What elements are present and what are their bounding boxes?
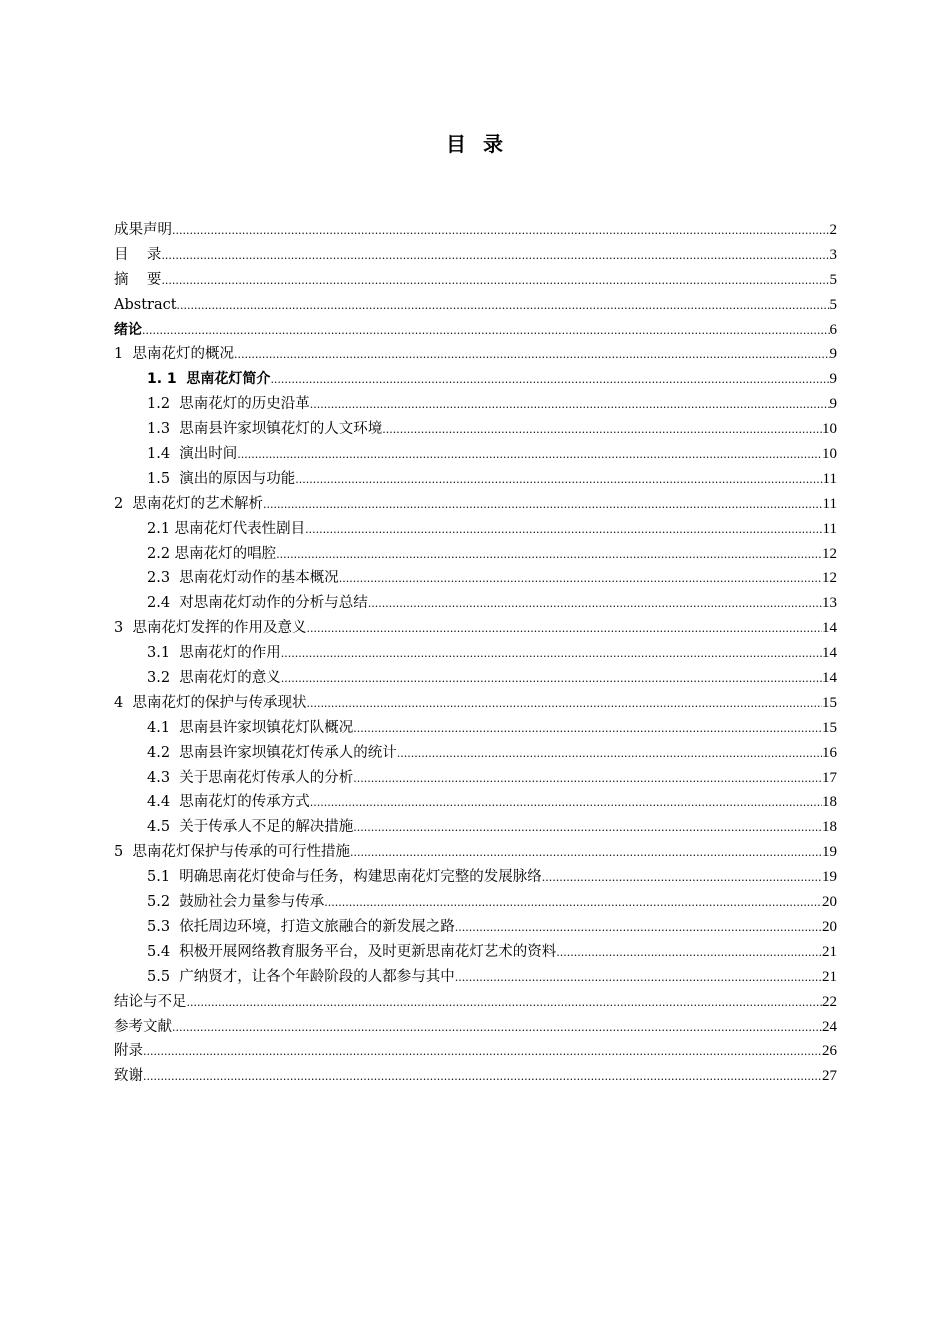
toc-entry-label: 1. 1 思南花灯简介 — [147, 371, 271, 388]
toc-entry-page-number: 9 — [829, 371, 837, 388]
toc-entry-page-number: 21 — [822, 968, 837, 985]
toc-entry[interactable] — [114, 293, 837, 318]
toc-entry[interactable] — [114, 965, 837, 990]
toc-entry-page-number: 16 — [822, 744, 837, 761]
toc-dot-leader — [397, 742, 822, 767]
toc-entry-page-number: 6 — [829, 321, 837, 338]
toc-entry-label: 5.4 积极开展网络教育服务平台，及时更新思南花灯艺术的资料 — [147, 943, 557, 960]
toc-dot-leader — [353, 717, 822, 742]
toc-entry-page-number: 14 — [822, 620, 837, 637]
toc-dot-leader — [234, 343, 830, 368]
toc-dot-leader — [161, 269, 829, 294]
toc-entry[interactable] — [114, 467, 837, 492]
toc-entry-label: 参考文献 — [114, 1018, 172, 1035]
toc-entry-page-number: 11 — [822, 520, 837, 537]
toc-entry-page-number: 12 — [822, 545, 837, 562]
toc-dot-leader — [281, 642, 822, 667]
toc-entry-label: 4 思南花灯的保护与传承现状 — [114, 694, 307, 711]
toc-entry[interactable] — [114, 641, 837, 666]
toc-entry[interactable] — [114, 243, 837, 268]
toc-entry-page-number: 10 — [822, 421, 837, 438]
toc-entry-label: 4.3 关于思南花灯传承人的分析 — [147, 769, 354, 786]
toc-entry-page-number: 19 — [822, 869, 837, 886]
toc-entry-label: 2.4 对思南花灯动作的分析与总结 — [147, 595, 368, 612]
toc-entry-page-number: 14 — [822, 670, 837, 687]
toc-dot-leader — [305, 518, 822, 543]
toc-entry-label: 目 录 — [114, 246, 162, 263]
toc-dot-leader — [161, 244, 829, 269]
toc-entry-page-number: 26 — [822, 1043, 837, 1060]
toc-entry-label: 4.4 思南花灯的传承方式 — [147, 794, 310, 811]
toc-dot-leader — [310, 393, 830, 418]
toc-entry-page-number: 3 — [829, 246, 837, 263]
toc-entry-label: 4.5 关于传承人不足的解决措施 — [147, 819, 354, 836]
toc-entry[interactable] — [114, 417, 837, 442]
toc-dot-leader — [556, 941, 822, 966]
toc-dot-leader — [263, 493, 823, 518]
toc-entry-label: 1.5 演出的原因与功能 — [147, 470, 296, 487]
toc-entry[interactable] — [114, 691, 837, 716]
toc-entry-page-number: 2 — [829, 222, 837, 238]
toc-entry[interactable] — [114, 616, 837, 641]
toc-entry-page-number: 18 — [822, 819, 837, 836]
toc-entry-label: 2.3 思南花灯动作的基本概况 — [147, 570, 339, 587]
toc-entry-label: 1 思南花灯的概况 — [114, 346, 234, 363]
toc-entry-label: 3.1 思南花灯的作用 — [147, 645, 281, 662]
toc-entry-page-number: 20 — [822, 918, 837, 935]
toc-entry[interactable] — [114, 865, 837, 890]
toc-entry-label: 摘 要 — [114, 271, 162, 288]
toc-entry-label: 结论与不足 — [114, 993, 187, 1010]
toc-entry-label: 1.4 演出时间 — [147, 446, 238, 463]
toc-entry[interactable] — [114, 492, 837, 517]
toc-entry-page-number: 15 — [822, 719, 837, 736]
toc-dot-leader — [353, 767, 822, 792]
toc-dot-leader — [310, 791, 822, 816]
toc-entry-label: 1.3 思南县许家坝镇花灯的人文环境 — [147, 421, 383, 438]
toc-entry-page-number: 27 — [822, 1068, 837, 1085]
toc-entry[interactable] — [114, 915, 837, 940]
toc-entry[interactable] — [114, 1015, 837, 1040]
page-title: 目 录 — [446, 132, 504, 156]
toc-entry[interactable] — [114, 517, 837, 542]
toc-entry-page-number: 14 — [822, 645, 837, 662]
toc-entry-page-number: 11 — [822, 495, 837, 512]
toc-entry-label: 致谢 — [114, 1068, 143, 1085]
toc-entry[interactable] — [114, 318, 837, 343]
toc-entry[interactable] — [114, 566, 837, 591]
toc-entry[interactable] — [114, 442, 837, 467]
toc-dot-leader — [306, 692, 822, 717]
toc-entry[interactable] — [114, 815, 837, 840]
toc-dot-leader — [339, 567, 822, 592]
toc-entry-label: 2 思南花灯的艺术解析 — [114, 495, 263, 512]
toc-dot-leader — [542, 866, 822, 891]
toc-entry-label: 4.1 思南县许家坝镇花灯队概况 — [147, 719, 354, 736]
toc-entry[interactable] — [114, 392, 837, 417]
toc-dot-leader — [143, 1040, 822, 1065]
toc-dot-leader — [187, 991, 823, 1016]
toc-entry[interactable] — [114, 940, 837, 965]
toc-entry[interactable] — [114, 890, 837, 915]
toc-entry-label: 3 思南花灯发挥的作用及意义 — [114, 620, 307, 637]
toc-entry[interactable] — [114, 666, 837, 691]
toc-entry[interactable] — [114, 268, 837, 293]
toc-dot-leader — [143, 1065, 822, 1090]
toc-entry-label: 5.5 广纳贤才，让各个年龄阶段的人都参与其中 — [147, 968, 455, 985]
toc-entry-page-number: 10 — [822, 446, 837, 463]
toc-entry[interactable] — [114, 367, 837, 392]
toc-entry-page-number: 22 — [822, 993, 837, 1010]
toc-dot-leader — [455, 916, 822, 941]
toc-dot-leader — [455, 966, 822, 991]
toc-entry-label: 绪论 — [114, 321, 142, 338]
toc-dot-leader — [350, 841, 822, 866]
toc-entry-page-number: 5 — [829, 271, 837, 288]
toc-entry-label: 2.2 思南花灯的唱腔 — [147, 545, 277, 562]
toc-entry[interactable] — [114, 790, 837, 815]
toc-entry-label: 5.3 依托周边环境，打造文旅融合的新发展之路 — [147, 918, 455, 935]
toc-entry-label: 成果声明 — [114, 222, 172, 238]
toc-entry-label: 1.2 思南花灯的历史沿革 — [147, 396, 310, 413]
table-of-contents — [114, 218, 837, 1089]
toc-entry-page-number: 9 — [829, 346, 837, 363]
toc-entry[interactable] — [114, 342, 837, 367]
toc-entry-page-number: 21 — [822, 943, 837, 960]
toc-entry-page-number: 18 — [822, 794, 837, 811]
toc-entry[interactable] — [114, 218, 837, 243]
toc-entry-page-number: 13 — [822, 595, 837, 612]
toc-entry-label: Abstract — [114, 296, 177, 313]
toc-entry-page-number: 5 — [829, 296, 837, 313]
toc-entry-page-number: 9 — [829, 396, 837, 413]
toc-entry[interactable] — [114, 741, 837, 766]
toc-entry[interactable] — [114, 990, 837, 1015]
toc-entry[interactable] — [114, 716, 837, 741]
toc-dot-leader — [142, 319, 830, 344]
toc-entry-page-number: 15 — [822, 694, 837, 711]
toc-entry-label: 4.2 思南县许家坝镇花灯传承人的统计 — [147, 744, 397, 761]
toc-dot-leader — [353, 816, 822, 841]
toc-entry-page-number: 17 — [822, 769, 837, 786]
toc-entry-page-number: 11 — [822, 470, 837, 487]
toc-entry-page-number: 19 — [822, 844, 837, 861]
toc-dot-leader — [172, 1016, 822, 1041]
toc-entry-label: 3.2 思南花灯的意义 — [147, 670, 281, 687]
toc-entry-label: 2.1 思南花灯代表性剧目 — [147, 520, 306, 537]
toc-entry-label: 5 思南花灯保护与传承的可行性措施 — [114, 844, 350, 861]
toc-entry-label: 附录 — [114, 1043, 143, 1060]
toc-dot-leader — [270, 368, 829, 393]
toc-entry[interactable] — [114, 591, 837, 616]
toc-entry[interactable] — [114, 840, 837, 865]
toc-dot-leader — [295, 468, 822, 493]
toc-dot-leader — [324, 891, 822, 916]
toc-dot-leader — [177, 294, 830, 319]
toc-entry-page-number: 20 — [822, 894, 837, 911]
toc-dot-leader — [281, 667, 822, 692]
toc-dot-leader — [276, 543, 822, 568]
toc-dot-leader — [368, 592, 822, 617]
toc-entry[interactable] — [114, 1039, 837, 1064]
toc-entry[interactable] — [114, 766, 837, 791]
toc-dot-leader — [382, 418, 822, 443]
toc-dot-leader — [306, 617, 822, 642]
toc-entry-page-number: 12 — [822, 570, 837, 587]
toc-dot-leader — [237, 443, 822, 468]
toc-entry[interactable] — [114, 542, 837, 567]
toc-dot-leader — [172, 219, 830, 244]
toc-entry-label: 5.1 明确思南花灯使命与任务，构建思南花灯完整的发展脉络 — [147, 869, 542, 886]
toc-entry-label: 5.2 鼓励社会力量参与传承 — [147, 894, 325, 911]
toc-entry-page-number: 24 — [822, 1018, 837, 1035]
toc-entry[interactable] — [114, 1064, 837, 1089]
